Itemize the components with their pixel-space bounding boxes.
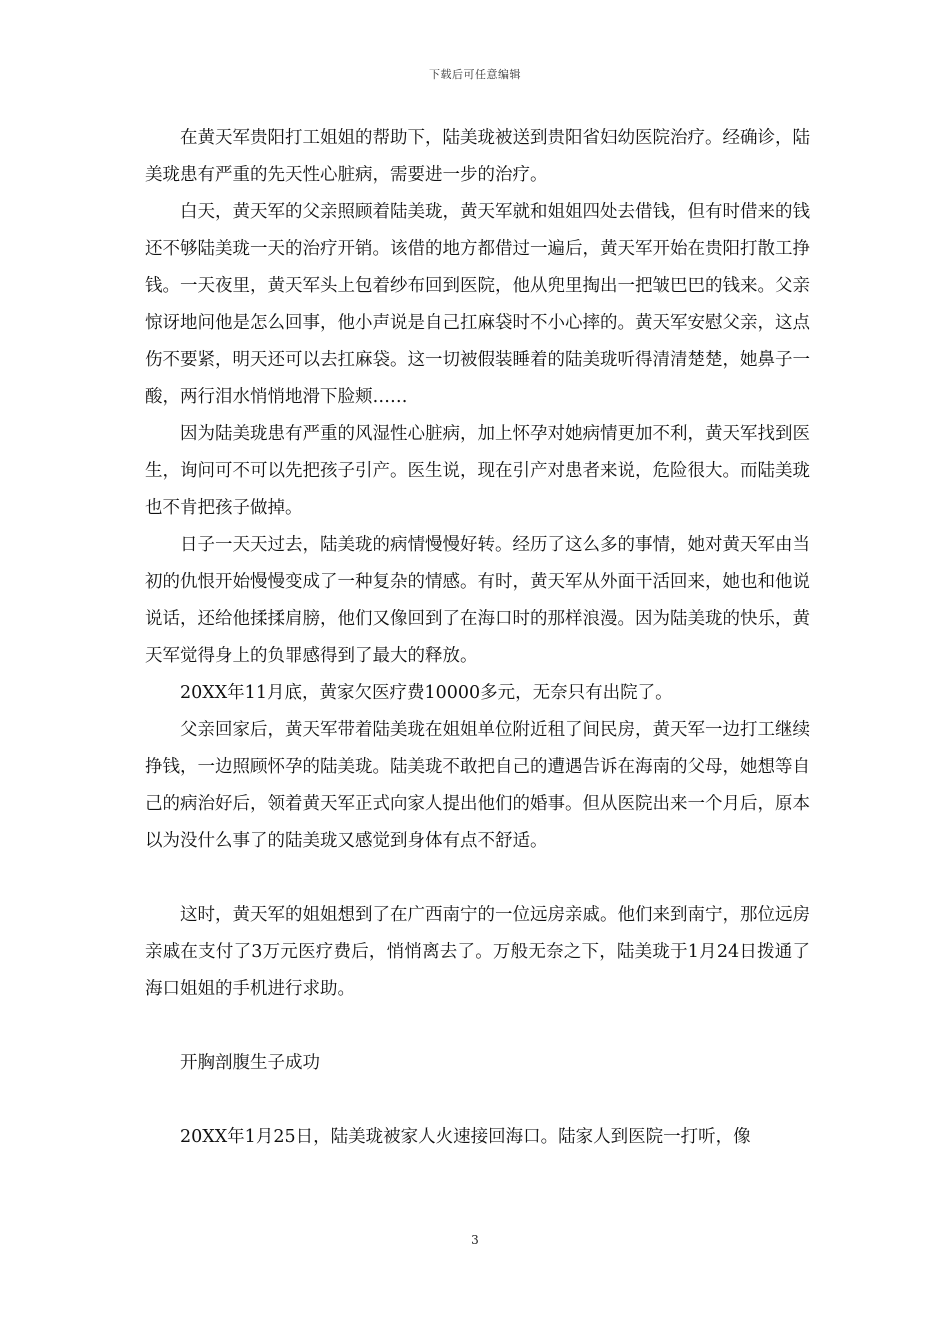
paragraph-3: 因为陆美珑患有严重的风湿性心脏病，加上怀孕对她病情更加不利，黄天军找到医生，询问可不可以先把孩子引产。医生说，现在引产对患者来说，危险很大。而陆美珑也不肯把孩子做掉。 [145, 424, 810, 518]
page-header: 下载后可任意编辑 [429, 68, 521, 81]
paragraph-2: 白天，黄天军的父亲照顾着陆美珑，黄天军就和姐姐四处去借钱，但有时借来的钱还不够陆美珑一天的治疗开销。该借的地方都借过一遍后，黄天军开始在贵阳打散工挣钱。一天夜里，黄天军头上包着纱布回到医院，他从兜里掏出一把皱巴巴的钱来。父亲惊讶地问他是怎么回事，他小声说是自己扛麻袋时不小心摔的。黄天军安慰父亲，这点伤不要紧，明天还可以去扛麻袋。这一切被假装睡着的陆美珑听得清清楚楚，她鼻子一酸，两行泪水悄悄地滑下脸颊…… [145, 202, 810, 407]
paragraph-5: 20XX年11月底，黄家欠医疗费10000多元，无奈只有出院了。 [180, 683, 673, 703]
section-heading: 开胸剖腹生子成功 [180, 1053, 320, 1073]
paragraph-7: 这时，黄天军的姐姐想到了在广西南宁的一位远房亲戚。他们来到南宁，那位远房亲戚在支付了3万元医疗费后，悄悄离去了。万般无奈之下，陆美珑于1月24日拨通了海口姐姐的手机进行求助。 [145, 905, 810, 999]
page-number: 3 [471, 1233, 479, 1247]
paragraph-4: 日子一天天过去，陆美珑的病情慢慢好转。经历了这么多的事情，她对黄天军由当初的仇恨开始慢慢变成了一种复杂的情感。有时，黄天军从外面干活回来，她也和他说说话，还给他揉揉肩膀，他们又像回到了在海口时的那样浪漫。因为陆美珑的快乐，黄天军觉得身上的负罪感得到了最大的释放。 [145, 535, 810, 666]
paragraph-8: 20XX年1月25日，陆美珑被家人火速接回海口。陆家人到医院一打听，像 [180, 1127, 751, 1147]
paragraph-1: 在黄天军贵阳打工姐姐的帮助下，陆美珑被送到贵阳省妇幼医院治疗。经确诊，陆美珑患有严重的先天性心脏病，需要进一步的治疗。 [145, 128, 810, 185]
paragraph-6: 父亲回家后，黄天军带着陆美珑在姐姐单位附近租了间民房，黄天军一边打工继续挣钱，一边照顾怀孕的陆美珑。陆美珑不敢把自己的遭遇告诉在海南的父母，她想等自己的病治好后，领着黄天军正式向家人提出他们的婚事。但从医院出来一个月后，原本以为没什么事了的陆美珑又感觉到身体有点不舒适。 [145, 720, 810, 851]
document-body [145, 120, 810, 1156]
